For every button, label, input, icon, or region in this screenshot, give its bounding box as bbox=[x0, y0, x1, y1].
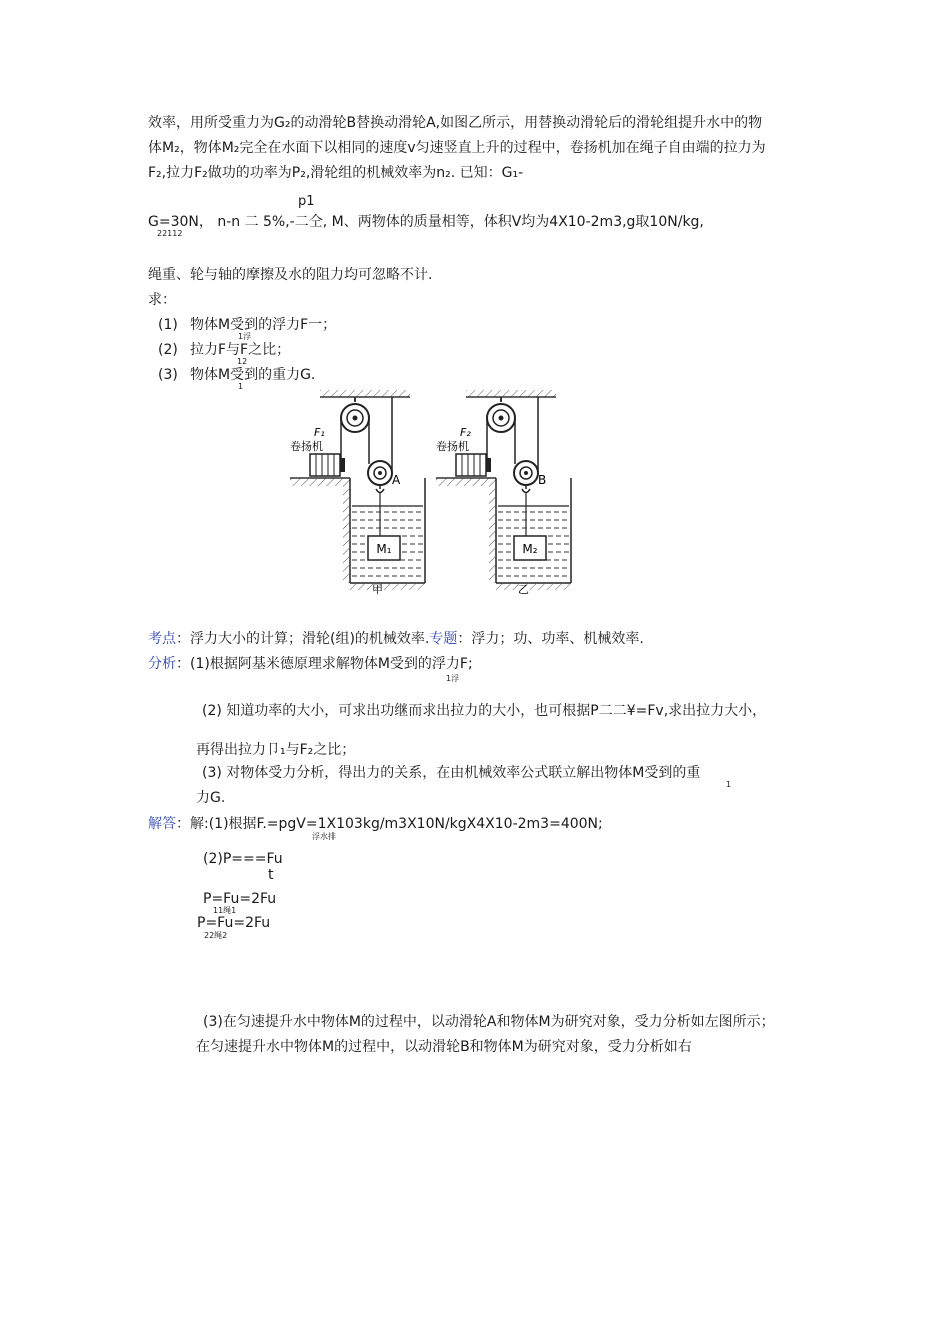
right-wheel-label: B bbox=[538, 473, 547, 487]
left-mass-label: M₁ bbox=[376, 542, 392, 556]
right-ceiling bbox=[466, 390, 556, 397]
jieda-line-1 bbox=[148, 815, 603, 833]
left-winch bbox=[310, 454, 340, 476]
jieda-line-1-subscript: 浮水排 bbox=[312, 832, 336, 841]
intro-line-1: 效率，用所受重力为G₂的动滑轮B替换动滑轮A,如图乙所示，用替换动滑轮后的滑轮组提升水中的物 bbox=[148, 115, 763, 131]
fenxi-line-1 bbox=[148, 655, 473, 673]
right-mass-label: M₂ bbox=[522, 542, 538, 556]
intro-line-2: 体M₂，物体M₂完全在水面下以相同的速度v匀速竖直上升的过程中，卷扬机加在绳子自由端的拉力为 bbox=[148, 140, 766, 156]
fenxi-line-5: 力G. bbox=[196, 790, 226, 806]
kaodian-text: ：浮力大小的计算；滑轮(组)的机械效率. bbox=[176, 631, 430, 647]
kaodian-line bbox=[148, 630, 644, 648]
left-machine-label: 卷扬机 bbox=[290, 440, 323, 453]
right-caption: 乙 bbox=[518, 583, 529, 596]
ask-label: 求： bbox=[148, 292, 176, 308]
fenxi-text-1: ：(1)根据阿基米德原理求解物体M受到的浮力F; bbox=[176, 656, 473, 672]
intro-line-4-subscripts: 22112 bbox=[157, 229, 183, 238]
left-caption: 甲 bbox=[372, 583, 383, 596]
question-2-number: (2) bbox=[158, 342, 178, 358]
jieda-line-5: (3)在匀速提升水中物体M的过程中，以动滑轮A和物体M为研究对象，受力分析如左图所示； bbox=[203, 1014, 775, 1030]
jieda-line-3: P=Fu=2Fu bbox=[203, 891, 277, 907]
question-1-number: (1) bbox=[158, 317, 178, 333]
question-3-number: (3) bbox=[158, 367, 178, 383]
fenxi-line-1-subscript: 1浮 bbox=[446, 674, 460, 683]
intro-line-3: F₂,拉力F₂做功的功率为P₂,滑轮组的机械效率为n₂. 已知：G₁- bbox=[148, 165, 524, 181]
jieda-line-4-subscript: 22绳2 bbox=[204, 931, 228, 940]
fenxi-label: 分析 bbox=[148, 656, 176, 672]
left-ceiling bbox=[320, 390, 410, 397]
fenxi-line-3: 再得出拉力卩₁与F₂之比； bbox=[196, 742, 356, 758]
right-machine-label: 卷扬机 bbox=[436, 440, 469, 453]
jieda-line-2: (2)P===Fu bbox=[203, 851, 283, 867]
right-system bbox=[436, 390, 571, 596]
question-3-text: 物体M受到的重力G. bbox=[190, 367, 316, 383]
jieda-line-4: P=Fu=2Fu bbox=[197, 915, 271, 931]
jieda-label: 解答 bbox=[148, 816, 176, 832]
p1-label: p1 bbox=[298, 194, 315, 209]
jieda-line-6: 在匀速提升水中物体M的过程中，以动滑轮B和物体M为研究对象，受力分析如右 bbox=[196, 1039, 692, 1055]
topic-label: 专题 bbox=[429, 631, 458, 647]
jieda-text-1: ：解:(1)根据F.=pgV=1X103kg/m3X10N/kgX4X10-2m3=400N; bbox=[176, 816, 603, 832]
jieda-line-2-t: t bbox=[268, 867, 274, 883]
left-wheel-label: A bbox=[392, 473, 401, 487]
intro-line-5: 绳重、轮与轴的摩擦及水的阻力均可忽略不计. bbox=[148, 267, 433, 283]
question-2-subscript: 12 bbox=[237, 357, 248, 366]
question-2-text: 拉力F与F之比； bbox=[190, 342, 291, 358]
fenxi-line-2: (2) 知道功率的大小，可求出功继而求出拉力的大小，也可根据P二二¥=Fv,求出拉力大小， bbox=[202, 703, 767, 719]
question-3-subscript: 1 bbox=[238, 382, 244, 391]
fenxi-line-4-subscript: 1 bbox=[726, 780, 732, 789]
question-1-subscript: 1浮 bbox=[238, 332, 252, 341]
left-system bbox=[290, 390, 425, 596]
right-winch bbox=[456, 454, 486, 476]
question-1-text: 物体M受到的浮力F一； bbox=[190, 317, 337, 333]
topic-text: ：浮力；功、功率、机械效率. bbox=[457, 631, 644, 647]
pulley-figure bbox=[280, 388, 580, 598]
kaodian-label: 考点 bbox=[148, 631, 176, 647]
jieda-line-3-subscript: 11绳1 bbox=[213, 906, 237, 915]
intro-line-4: G=30N， n-n 二 5%,-二仝, M、两物体的质量相等，体积V均为4X10-2m3,g取10N/kg, bbox=[148, 214, 704, 230]
left-force-label: F₁ bbox=[314, 426, 325, 439]
fenxi-line-4: (3) 对物体受力分析，得出力的关系，在由机械效率公式联立解出物体M受到的重 bbox=[202, 765, 701, 781]
right-force-label: F₂ bbox=[460, 426, 471, 439]
